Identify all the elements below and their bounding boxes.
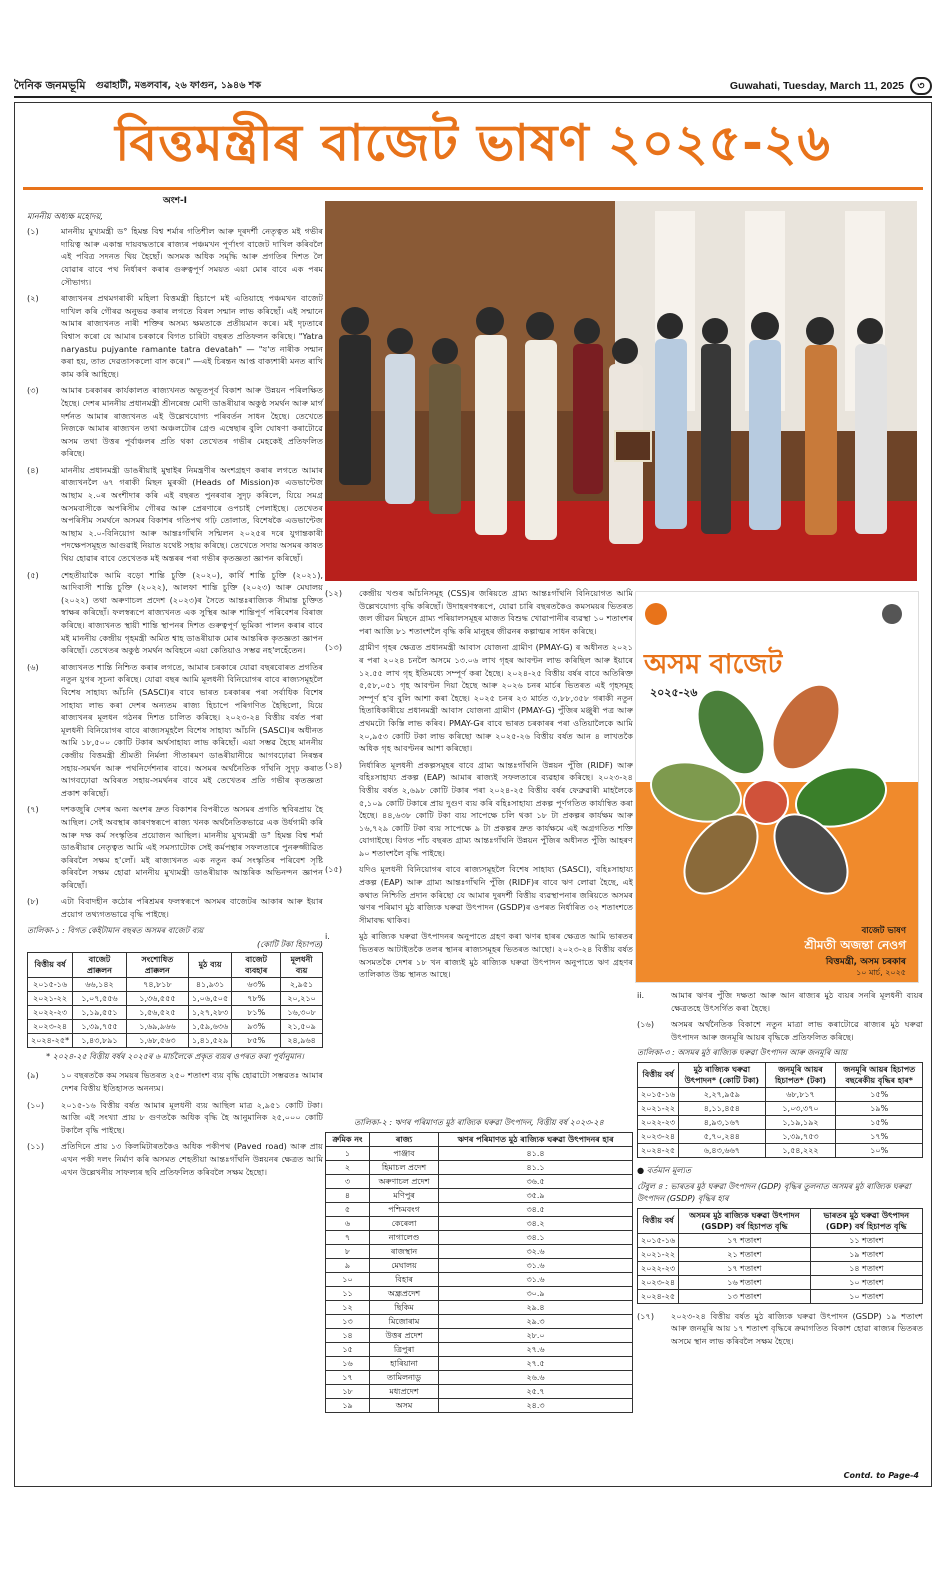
continued-note: Contd. to Page-4 (843, 1471, 919, 1480)
table-header-cell: ঋণৰ পৰিমাণত মুঠ ৰাজ্যিক ঘৰুৱা উৎপাদনৰ হাৰ (439, 1133, 633, 1147)
table-row (638, 1129, 923, 1143)
bullet-note-text: বৰ্তমান মূল্যত (646, 1164, 692, 1175)
paragraph (27, 292, 323, 380)
table-cell: ১০% (836, 1143, 923, 1157)
table-row (638, 1143, 923, 1157)
table2-body (326, 1147, 633, 1413)
table4-header-row (638, 1208, 923, 1233)
table2-block (325, 1115, 633, 1413)
paragraph-text: মাননীয় মুখ্যমন্ত্ৰী ড° হিমন্ত বিশ্ব শৰ্মাৰ গতিশীল আৰু দূৰদৰ্শী নেতৃত্বত মই গভীৰ দায়িত্ব আৰু একান্ত দায়বদ্ধতাৰে ৰাজ্যৰ পঞ্চমখন পূৰ্ণাংগ বাজেট দাখিল কৰিবলৈ এই পবিত্ৰ সদনত থিয় হৈছোঁ। অসমক অধিক সমৃদ্ধি আৰু প্ৰগতিৰ দিশত লৈ যোৱাৰ বাবে পথ নিৰ্ধাৰণ কৰাৰ গুৰুত্বপূৰ্ণ সময়ত এয়া মোৰ বাবে এক পৰম সৌভাগ্য। (61, 226, 323, 287)
table-cell: ২১,৫০৯ (281, 1019, 323, 1033)
column-1 (27, 195, 323, 1182)
paragraph-number: (৩) (27, 385, 39, 396)
salutation: মাননীয় অধ্যক্ষ মহোদয়, (27, 210, 103, 221)
paragraph (27, 661, 323, 800)
table-row (28, 1005, 323, 1019)
table-header-cell: বিত্তীয় বৰ্ষ (638, 1208, 679, 1233)
table-row (326, 1245, 633, 1259)
table-cell: ২৯.৩ (439, 1315, 633, 1329)
table-cell: ১৫ (326, 1343, 370, 1357)
paragraph (27, 384, 323, 460)
table-cell: ১৩ শতাংশ (679, 1289, 810, 1303)
table-cell: ৩৪.১ (439, 1231, 633, 1245)
table-cell: ১,০৭,৫৫৬ (73, 991, 127, 1005)
table-cell: ২০১৫-১৬ (28, 977, 73, 991)
table1-note: * ২০২৪-২৫ বিত্তীয় বৰ্ষৰ ২০২৫ৰ ৬ মাৰ্চলৈকে প্ৰকৃত ব্যয়ৰ ওপৰত কৰা পূৰ্বানুমান। (46, 1051, 304, 1061)
paragraph (325, 587, 633, 637)
table-cell: বিহাৰ (370, 1273, 439, 1287)
table-cell: ২ (326, 1161, 370, 1175)
table-cell: ২০২৩-২৪ (638, 1129, 679, 1143)
table-cell: ১১ (326, 1287, 370, 1301)
photo-illustration (325, 201, 917, 581)
table-header-cell: মূলধনী ব্যয় (281, 952, 323, 977)
table-cell: ২০২২-২৩ (638, 1261, 679, 1275)
table-header-cell: জনমূৰি আয়ৰ হিচাপত বছৰেকীয় বৃদ্ধিৰ হাৰ* (836, 1062, 923, 1087)
table-cell: ২০২৪-২৫ (638, 1289, 679, 1303)
table-header-cell: বাজেট প্ৰাক্কলন (73, 952, 127, 977)
table-row (638, 1115, 923, 1129)
table3 (637, 1062, 923, 1158)
table-row (638, 1289, 923, 1303)
table-cell: ৪ (326, 1189, 370, 1203)
table-cell: ৩ (326, 1175, 370, 1189)
paragraph-number: (৮) (27, 896, 39, 907)
table-cell: ২৫.৭ (439, 1385, 633, 1399)
column-2 (325, 587, 633, 985)
table4-caption: টেবুল ৪ : ভাৰতৰ মুঠ ঘৰুৱা উৎপাদন (GDP) বৃদ্ধিৰ তুলনাত অসমৰ মুঠ ৰাজ্যিক ঘৰুৱা উৎপাদন (GSDP) বৃদ্ধিৰ হাৰ (637, 1181, 911, 1204)
table-cell: পাঞ্জাব (370, 1147, 439, 1161)
paragraph (637, 1018, 923, 1043)
table-cell: ১৯% (836, 1101, 923, 1115)
table1 (27, 952, 323, 1048)
table-cell: নাগালেণ্ড (370, 1231, 439, 1245)
col3-paragraphs (637, 989, 923, 1043)
paragraph-text: এটা বিবাদহীন কঠোৰ পৰিশ্ৰমৰ ফলস্বৰূপে অসমৰ বাজেটৰ আকাৰ আৰু ইয়াৰ প্ৰয়োগ তথ্যগতভাৱে বৃদ্ধি পাইছে। (61, 896, 323, 920)
paragraph (27, 569, 323, 657)
table-row (326, 1217, 633, 1231)
table-cell: ১০ শতাংশ (810, 1275, 922, 1289)
table-cell: হিমাচল প্ৰদেশ (370, 1161, 439, 1175)
table-cell: ২০২৩-২৪ (638, 1275, 679, 1289)
table-cell: ১২ (326, 1301, 370, 1315)
table-cell: ৩২.৬ (439, 1245, 633, 1259)
table-row (326, 1231, 633, 1245)
table-row (638, 1101, 923, 1115)
table-cell: ১,২৭,২৮৩ (188, 1005, 231, 1019)
table-row (326, 1189, 633, 1203)
table-cell: ১,০৩,৩৭০ (765, 1101, 836, 1115)
paper-name: দৈনিক জনমভূমি (14, 78, 86, 92)
table-row (326, 1343, 633, 1357)
page-frame (14, 102, 932, 1487)
table-cell: ৩৬.৫ (439, 1175, 633, 1189)
masthead (14, 76, 932, 98)
table-row (326, 1273, 633, 1287)
table-row (638, 1247, 923, 1261)
table-cell: ২৯.৪ (439, 1301, 633, 1315)
paragraph-number: (১৬) (637, 1019, 655, 1030)
table-cell: অৰুণাচল প্ৰদেশ (370, 1175, 439, 1189)
table-cell: ৬৮,৮১৭ (765, 1087, 836, 1101)
table3-caption: তালিকা-৩ : অসমৰ মুঠ ৰাজ্যিক ঘৰুৱা উৎপাদন আৰু জনমূৰি আয় (637, 1048, 847, 1058)
paragraph-number: (৬) (27, 661, 39, 672)
table-header-cell: সংশোধিত প্ৰাক্কলন (126, 952, 188, 977)
table-cell: ৩১.৬ (439, 1273, 633, 1287)
table-row (326, 1287, 633, 1301)
table-cell: ১০ (326, 1273, 370, 1287)
table-cell: ১৭ শতাংশ (679, 1261, 810, 1275)
table-cell: ১,০৬,৫০৫ (188, 991, 231, 1005)
table-row (638, 1275, 923, 1289)
table-cell: ৬,৪৩,৬৬৭ (679, 1143, 765, 1157)
table-cell: ১,৫৪,২২২ (765, 1143, 836, 1157)
column-3 (637, 989, 923, 1352)
paragraph-text: আমাৰ ঋণৰ পুঁজি দক্ষতা আৰু আন ৰাজ্যৰ মুঠ ব্যয়ৰ সনৰি মূলধনী ব্যয়ৰ ক্ষেত্ৰতহে উৎসৰ্গিত কৰা হৈছে। (671, 990, 923, 1013)
paragraph-text: ৰাজ্যখনৰ প্ৰথমগৰাকী মহিলা বিত্তমন্ত্ৰী হিচাপে মই এতিয়াহে পঞ্চমখন বাজেট দাখিল কৰি গৌৰৱ অনুভৱ কৰাৰ লগতে বিৰল সন্মান লাভ কৰিছোঁ। এই সন্মানে আমাৰ ৰাজ্যখনত নাৰী শক্তিৰ অসম্য ক্ষমতাকে প্ৰতীয়মান কৰে। মই দৃঢ়তাৰে বিশ্বাস কৰো যে আমাৰ চৰকাৰে বিগত চাৰিটা বছৰত প্ৰতিফলন কৰিছে। "Yatra naryastu pujyante ramante tatra devatah" — "য'ত নাৰীক সন্মান কৰা হয়, তাত দেৱতাসকলো বাস কৰে।" —এই চিৰন্তন আপ্ত বাক্যশাৰী মনত ৰাখি কাম কৰি আহিছে। (61, 293, 323, 379)
table-cell: ৰাজস্থান (370, 1245, 439, 1259)
date-bengali: গুৱাহাটী, মঙলবাৰ, ২৬ ফাগুন, ১৯৪৬ শক (95, 79, 261, 91)
table2-caption: তালিকা-২ : ঋণৰ পৰিমাণত মুঠ ৰাজ্যিক ঘৰুৱা উৎপাদন, বিত্তীয় বৰ্ষ ২০২৩-২৪ (354, 1118, 604, 1127)
table-cell: ৭ (326, 1231, 370, 1245)
table-cell: ৯ (326, 1259, 370, 1273)
table-cell: ২১ শতাংশ (679, 1247, 810, 1261)
paragraph-number: (১৩) (325, 642, 343, 653)
paragraph (637, 989, 923, 1014)
table-cell: মধ্যপ্ৰদেশ (370, 1385, 439, 1399)
table-row (28, 991, 323, 1005)
table-row (28, 977, 323, 991)
table-cell: ১,৫৯,৬৩৬ (188, 1019, 231, 1033)
cover-title: অসম বাজেট (644, 649, 783, 680)
table-cell: ১,৬৮,৫৬৩ (126, 1033, 188, 1047)
table-cell: ২০২৩-২৪ (28, 1019, 73, 1033)
table-cell: ৩০.৯ (439, 1287, 633, 1301)
table2 (325, 1132, 633, 1413)
paragraph (27, 1099, 323, 1137)
headline: বিত্তমন্ত্ৰীৰ বাজেট ভাষণ ২০২৫-২৬ (115, 114, 831, 172)
table-cell: ২,২৭,৯৫৯ (679, 1087, 765, 1101)
table-cell: ২,৯৫১ (281, 977, 323, 991)
table-cell: উত্তৰ প্ৰদেশ (370, 1329, 439, 1343)
table-row (326, 1399, 633, 1413)
paragraph (27, 1069, 323, 1094)
table-cell: ১৭ শতাংশ (679, 1233, 810, 1247)
table-cell: ৭৮% (232, 991, 281, 1005)
cover-date: ১০ মাৰ্চ, ২০২৫ (856, 968, 906, 977)
table-cell: ২০২১-২২ (638, 1101, 679, 1115)
table4 (637, 1208, 923, 1304)
table-header-cell: মুঠ ৰাজ্যিক ঘৰুৱা উৎপাদন* (কোটি টকা) (679, 1062, 765, 1087)
table-row (326, 1357, 633, 1371)
page-number: ৩ (910, 77, 932, 95)
paragraph (325, 930, 633, 980)
table-header-cell: বাজেট ব্যবহাৰ (232, 952, 281, 977)
table-cell: ৪,৯৩,১৬৭ (679, 1115, 765, 1129)
paragraph-text: নিৰ্ধাৰিত মূলধনী প্ৰকল্পসমূহৰ বাবে গ্ৰাম্য আন্তঃগাঁথনি উন্নয়ন পুঁজি (RIDF) আৰু বহিঃসাহায্য প্ৰকল্প (EAP) আমাৰ ৰাজ্যই সফলতাৰে ব্যৱহাৰ কৰিছে। ২০২৩-২৪ বিত্তীয় বৰ্ষত ২,৬৯৮ কোটি টকাৰ পৰা ২০২৪-২৫ বিত্তীয় বৰ্ষৰ ফেব্ৰুৱাৰী মাহলৈকে ৫,১০৯ কোটি টকাৰে প্ৰায় দুগুণ ব্যয় কৰি বহিঃসাহায্য প্ৰকল্প পূৰ্ণগতিত কাৰ্যান্বিত কৰা হৈছে। ৪৪,৬৩৮ কোটি টকা ব্যয় সাপেক্ষে চলি থকা ১৮ টা প্ৰকল্পৰ কাৰ্যক্ষম আৰু ১৬,৭২৯ কোটি টকা ব্যয় সাপেক্ষে ৯ টা প্ৰকল্পৰ দ্ৰুত কাৰ্যক্ষমে এই অগ্ৰগতিত শক্তি যোগাইছে। বিগত পাঁচ বছৰত গ্ৰাম্য আন্তঃগাঁথনি উন্নয়ন পুঁজিৰ অধীনত পুঁজি আহৰণ ৯০ শতাংশলৈ বৃদ্ধি পাইছে। (359, 759, 633, 858)
paragraph-text: ১০ বছৰতকৈ কম সময়ৰ ভিতৰত ২৫০ শতাংশ ব্যয় বৃদ্ধি হোৱাটো সম্ভৱতঃ আমাৰ দেশৰ বিত্তীয় ইতিহাসত অনন্যম। (61, 1070, 323, 1094)
table-cell: ২০২১-২২ (28, 991, 73, 1005)
paragraph (27, 895, 323, 920)
paragraph-text: ৰাজ্যখনত শান্তি নিশ্চিত কৰাৰ লগতে, আমাৰ চৰকাৰে যোৱা বছৰবোৰত প্ৰগতিৰ নতুন যুগৰ সূচনা কৰিছে। যোৱা বছৰ আমি মূলধনী বিনিয়োগৰ বাবে ৰাজ্যসমূহলৈ বিশেষ সাহায্য আঁচনি (SASCI)ৰ বাবে ভাৰত চৰকাৰৰ পৰা সৰ্বাধিক বিশেষ সাহায্য লাভ কৰা দেশৰ অন্যতম ৰাজ্য হিচাপে পৰিগণিত হৈছিলো, যিয়ে ৰাজ্যখনৰ মূলধন গঠনৰ দিশত চালিত কৰিছে। ২০২৩-২৪ বিত্তীয় বৰ্ষত পৰা মূলধনী বিনিয়োগৰ বাবে ৰাজ্যসমূহলৈ বিশেষ সাহায্য আঁচনি (SASCI)ৰ অধীনত আমি ১৮,৫০০ কোটি টকাৰ অৰ্থসাহায্য লাভ কৰিছোঁ। এয়া সম্ভৱ হৈছে মাননীয় কেন্দ্ৰীয় বিত্তমন্ত্ৰী শ্ৰীমতী নিৰ্মলা সীতাৰমণ ডাঙৰীয়ানীয়ে আগবঢ়োৱা নিৰন্তৰ সহায়-সমৰ্থন আৰু পথনিৰ্দেশনাৰ বাবে। অসমৰ অৰ্থনৈতিক গাঁথনি সুদৃঢ় কৰাত আগবঢ়োৱা অবিৰত সহায়-সমৰ্থনৰ বাবে মই তেখেতৰ প্ৰতি গভীৰ কৃতজ্ঞতা প্ৰকাশ কৰিছোঁ। (61, 661, 323, 798)
cover-minister: শ্ৰীমতী অজন্তা নেওগ (804, 938, 906, 952)
table-cell: ২০২২-২৩ (638, 1115, 679, 1129)
paragraph (27, 464, 323, 565)
cover-role: বিত্তমন্ত্ৰী, অসম চৰকাৰ (825, 957, 906, 967)
table2-header-row (326, 1133, 633, 1147)
paragraph-text: আমাৰ চৰকাৰৰ কাৰ্যকালত ৰাজ্যখনত অভূতপূৰ্ব বিকাশ আৰু উন্নয়ন পৰিলক্ষিত হৈছে। দেশৰ মাননীয় প্ৰধানমন্ত্ৰী শ্ৰীনৰেন্দ্ৰ মোদী ডাঙৰীয়াৰ অকুণ্ঠ সমৰ্থন আৰু মাৰ্গ দৰ্শনত আমাৰ ৰাজ্যখনত এই উল্লেখযোগ্য পৰিবৰ্তন সাধন হৈছে। তেখেতে নিজকে আমাৰ ৰাজ্যখন তথা অঞ্চলটোৰ গ্ৰেণ্ড এম্বেছাৰ বুলি ঘোষণা কৰাটোৱে অসম তথা উত্তৰ পূৰ্বাঞ্চলৰ প্ৰতি থকা তেখেতৰ গভীৰ মেহকেই প্ৰতিফলিত কৰিছে। (61, 385, 323, 459)
table-cell: ৫,৭০,২৪৪ (679, 1129, 765, 1143)
table-cell: ৪১,৯৩১ (188, 977, 231, 991)
paragraph-text: ২০২৩-২৪ বিত্তীয় বৰ্ষত মুঠ ৰাজ্যিক ঘৰুৱা উৎপাদন (GSDP) ১৯ শতাংশ আৰু জনমূৰি আয় ১৭ শতাংশ বৃদ্ধিৰে ক্ৰমাগতিত বিকাশ হোৱা ৰাজ্যৰ ভিতৰত অসমে স্থান লাভ কৰিবলৈ সক্ষম হৈছে। (671, 1310, 923, 1346)
table-cell: ১,৩৬,৫৫৫ (126, 991, 188, 1005)
table-cell: ৪১.১ (439, 1161, 633, 1175)
section-head: অংশ-I (162, 196, 188, 206)
table-cell: ১৮ (326, 1385, 370, 1399)
table-row (326, 1301, 633, 1315)
table1-caption: তালিকা-১ : বিগত কেইটামান বছৰত অসমৰ বাজেট ব্যয় (27, 925, 204, 935)
paragraph-number: (১২) (325, 588, 343, 598)
table-cell: ৭৪,৮১৮ (126, 977, 188, 991)
bullet-note: ● বৰ্তমান মূল্যত (637, 1164, 692, 1175)
paragraph-text: মাননীয় প্ৰধানমন্ত্ৰী ডাঙৰীয়াই মুম্বাইৰ নিমন্ত্ৰণীৰ অংশগ্ৰহণ কৰাৰ লগতে আমাৰ ৰাজ্যখনলৈ ৬৭ গৰাকী মিছন মুৰব্বী (Heads of Mission)ক এডভান্টেজ আছাম ২.০ৰ অংশীদাৰ কৰি এই বছৰত পুনৰবাৰ সুদৃঢ় কৰিলে, যিয়ে সমগ্ৰ অসমবাসীকে অপৰিসীম গৌৰৱ আৰু প্ৰেৰণাৰে ওপচাই পেলাইছে। তেখেতৰ অপৰিসীম সমৰ্থনে অসমৰ বিকাশৰ গতিপথ গঢ়ি তোলাত, বিশেষকৈ এডভান্টেজ আছাম ২.০-বিনিয়োগ আৰু আন্তঃগাঁথনি সন্মিলন ২০২৫ৰ দৰে যুগান্তকাৰী পদক্ষেপসমূহত আগুৱাই নিয়াত যথেষ্ট সহায় কৰিছে। তেখেতে সদায় অসমৰ কাষত থিয় হোৱাৰ বাবে তেখেতক মই অন্তৰৰ পৰা গভীৰ কৃতজ্ঞতা জ্ঞাপন কৰিছোঁ। (61, 464, 323, 564)
budget-team-photo (325, 201, 917, 581)
table-cell: মণিপুৰ (370, 1189, 439, 1203)
headline-rule (23, 187, 923, 190)
table1-unit: (কোটি টকা হিচাপত) (257, 940, 323, 950)
table3-body (638, 1087, 923, 1157)
table-cell: ১৯ (326, 1399, 370, 1413)
table-cell: ২০২২-২৩ (28, 1005, 73, 1019)
table-cell: ৩১.৬ (439, 1259, 633, 1273)
table-cell: ৩৪.২ (439, 1217, 633, 1231)
table-cell: ২০২৪-২৫* (28, 1033, 73, 1047)
paragraph (27, 1140, 323, 1178)
table-cell: ৬ (326, 1217, 370, 1231)
table-cell: ২৮.০ (439, 1329, 633, 1343)
paragraph (27, 803, 323, 891)
table-cell: কেৰেলা (370, 1217, 439, 1231)
table-cell: ত্ৰিপুৰা (370, 1343, 439, 1357)
paragraph (325, 759, 633, 860)
paragraph-number: (৫) (27, 569, 39, 580)
table-cell: ৬৩% (232, 977, 281, 991)
table-row (638, 1087, 923, 1101)
paragraph-text: প্ৰতিদিনে প্ৰায় ১৩ কিলমিটাৰতকৈও অধিক পকীপথ (Paved road) আৰু প্ৰায় এখন পকী দলং নিৰ্মাণ কৰি অসমত শেহতীয়া আন্তঃগাঁথনি উন্নয়নৰ ক্ষেত্ৰত আমি এখন উল্লেখনীয় সাফল্যৰ ছবি প্ৰতিফলিত কৰিবলৈ সক্ষম হৈছো। (61, 1141, 323, 1177)
table-cell: ১৭ (326, 1371, 370, 1385)
table-cell: ৫ (326, 1203, 370, 1217)
table-cell: ২৪.৩ (439, 1399, 633, 1413)
table-header-cell: ভাৰতৰ মুঠ ঘৰুৱা উৎপাদন (GDP) বৰ্ষ হিচাপত বৃদ্ধি (810, 1208, 922, 1233)
col2-paragraphs (325, 587, 633, 981)
table-cell: ১,৪৩,৮৯১ (73, 1033, 127, 1047)
paragraph-number: (৪) (27, 464, 39, 475)
table-cell: ১,৩৯,৭৫৫ (73, 1019, 127, 1033)
table-cell: ১,৩৯,৭৫৩ (765, 1129, 836, 1143)
table-row (326, 1147, 633, 1161)
table-cell: ১,৬৯,৯৬৬ (126, 1019, 188, 1033)
table-cell: ১,৫৬,৫২৫ (126, 1005, 188, 1019)
date-english: Guwahati, Tuesday, March 11, 2025 (729, 80, 904, 92)
paragraph-text: শেহতীয়াকৈ আমি বড়ো শান্তি চুক্তি (২০২০), কাৰ্বি শান্তি চুক্তি (২০২১), আদিবাসী শান্তি চুক্তি (২০২২), আলফা শান্তি চুক্তি (২০২৩) আৰু মেঘালয় (২০২২) তথা অৰুণাচল প্ৰদেশ (২০২৩)ৰ সৈতে আন্তঃৰাজ্যিক সীমান্ত চুক্তিত স্বাক্ষৰ কৰিছোঁ। ফলস্বৰূপে ৰাজ্যখনত এক সুস্থিৰ আৰু শান্তিপূৰ্ণ পৰিবেশৰ বিৰাজ কৰিছে। ৰাজ্যখনত স্থায়ী শান্তি স্থাপনৰ দিশত গুৰুত্বপূৰ্ণ ভূমিকা পালন কৰাৰ বাবে মই মাননীয় কেন্দ্ৰীয় গৃহমন্ত্ৰী অমিত শ্বাহ ডাঙৰীয়াক মোৰ আন্তৰিক কৃতজ্ঞতা জ্ঞাপন কৰিছোঁ। তেখেতৰ অকুণ্ঠ সমৰ্থন অবিহনে এয়া কেতিয়াও সম্ভৱ নহ'লহেঁতেন। (61, 569, 323, 656)
table-cell: ১,১৯,১৯২ (765, 1115, 836, 1129)
table4-body (638, 1233, 923, 1303)
table-row (638, 1233, 923, 1247)
paragraph-number: (২) (27, 293, 39, 304)
table-cell: ২০২৪-২৫ (638, 1143, 679, 1157)
paragraph-text: ২০১৫-১৬ বিত্তীয় বৰ্ষত আমাৰ মূলধনী ব্যয় আছিল মাত্ৰ ২,৯৫১ কোটি টকা। আজি এই সংখ্যা প্ৰায় ৮ গুণতকৈ অধিক বৃদ্ধি হৈ আনুমানিক ২৫,০০০ কোটি টকালৈ বৃদ্ধি পাইছে। (61, 1099, 323, 1135)
paragraph (325, 641, 633, 754)
table-cell: ২০১৫-১৬ (638, 1087, 679, 1101)
paragraph (27, 225, 323, 288)
paragraph-number: (১৪) (325, 759, 343, 770)
table-cell: ৬৬,১৪২ (73, 977, 127, 991)
table-cell: ১৬ (326, 1357, 370, 1371)
table-cell: ৩৫.৯ (439, 1189, 633, 1203)
table-header-cell: মুঠ ব্যয় (188, 952, 231, 977)
table-cell: ৩৪.৫ (439, 1203, 633, 1217)
table-cell: পশ্চিমবংগ (370, 1203, 439, 1217)
table-cell: মিজোৰাম (370, 1315, 439, 1329)
table-cell: ১০ শতাংশ (810, 1289, 922, 1303)
table-cell: ২৭.৫ (439, 1357, 633, 1371)
table3-header-row (638, 1062, 923, 1087)
table-cell: মেঘালয় (370, 1259, 439, 1273)
table-cell: ১৩ (326, 1315, 370, 1329)
paragraph-text: কেন্দ্ৰীয় খণ্ডৰ আঁচনিসমূহ (CSS)ৰ জৰিয়তে গ্ৰাম্য আন্তঃগাঁথনি বিনিয়োগত আমি উল্লেখযোগ্য বৃদ্ধি কৰিছোঁ। উদাহৰণস্বৰূপে, যোৱা চাৰি বছৰতকৈও কমসময়ৰ ভিতৰত জল জীৱন মিছনে গ্ৰাম্য পৰিয়ালসমূহৰ মাজত বিশুদ্ধ খোৱাপানীৰ ব্যৱস্থা ১০ শতাংশৰ পৰা আজি ৮১ শতাংশলৈ বৃদ্ধি কৰি মানুহৰ জীৱনৰ কল্পাত্মৰ সাধন কৰিছে। (359, 588, 633, 636)
paragraph-number: i. (325, 931, 330, 942)
table-cell: ১৭% (836, 1129, 923, 1143)
table-row (326, 1385, 633, 1399)
table-cell: তামিলনাডু (370, 1371, 439, 1385)
table-row (638, 1261, 923, 1275)
table-header-cell: অসমৰ মুঠ ৰাজ্যিক ঘৰুৱা উৎপাদন (GSDP) বৰ্ষ হিচাপত বৃদ্ধি (679, 1208, 810, 1233)
table-cell: ৮৫% (232, 1033, 281, 1047)
table-cell: ১৪ (326, 1329, 370, 1343)
table-cell: ১৬,৩০৮ (281, 1005, 323, 1019)
table-cell: ১,১৯,৫৫১ (73, 1005, 127, 1019)
table-row (326, 1371, 633, 1385)
table-cell: ১ (326, 1147, 370, 1161)
table-header-cell: ৰাজ্য (370, 1133, 439, 1147)
paragraph-text: অসমৰ অৰ্থনৈতিক বিকাশে নতুন মাত্ৰা লাভ কৰাটোৱে ৰাজ্যৰ মুঠ ঘৰুৱা উৎপাদন আৰু জনমূৰি আয়ৰ বৃদ্ধিকে প্ৰতিফলিত কৰিছে। (671, 1019, 923, 1042)
table-header-cell: বিত্তীয় বৰ্ষ (638, 1062, 679, 1087)
table-row (326, 1161, 633, 1175)
table-row (326, 1175, 633, 1189)
table-cell: ২৬.৬ (439, 1371, 633, 1385)
table-cell: ১,৪১,৫২৯ (188, 1033, 231, 1047)
table-cell: ১৯ শতাংশ (810, 1247, 922, 1261)
table1-body (28, 977, 323, 1047)
paragraph-number: (১৫) (325, 864, 343, 875)
cover-speech: বাজেট ভাষণ (861, 926, 906, 936)
table-cell: ১৬ শতাংশ (679, 1275, 810, 1289)
table-cell: ১৫% (836, 1087, 923, 1101)
col3-paragraphs-after (637, 1310, 923, 1348)
paragraph-number: ii. (637, 990, 645, 1000)
paragraph-number: (৯) (27, 1070, 39, 1081)
table-row (326, 1203, 633, 1217)
table-cell: ১৫% (836, 1115, 923, 1129)
paragraph (637, 1310, 923, 1348)
table1-header-row (28, 952, 323, 977)
table-cell: ৯৩% (232, 1019, 281, 1033)
paragraph (325, 863, 633, 926)
table-cell: ১১ শতাংশ (810, 1233, 922, 1247)
table-cell: ২০২১-২২ (638, 1247, 679, 1261)
table-row (28, 1033, 323, 1047)
emblem-icon (882, 604, 902, 624)
table-cell: ছিকিম (370, 1301, 439, 1315)
paragraph-text: মুঠ ৰাজ্যিক ঘৰুৱা উৎপাদনৰ অনুপাতে গ্ৰহণ কৰা ঋণৰ হাৰৰ ক্ষেত্ৰত আমি ভাৰতৰ ভিতৰত আটাইতকৈ তলৰ স্থানৰ ৰাজ্যসমূহৰ ভিতৰত আছো। ২০২৩-২৪ বিত্তীয় বৰ্ষত অসমতকৈ দেশৰ ১৮ খন ৰাজ্যই মুঠ ৰাজ্যিক ঘৰুৱা উৎপাদন অনুপাতে ঋণ গ্ৰহণৰ তালিকাত উচ্চ স্থানত আছে। (359, 931, 633, 980)
table-cell: ২৭.৬ (439, 1343, 633, 1357)
col1-paragraphs (27, 225, 323, 920)
paragraph-text: যদিও মূলধনী বিনিয়োগৰ বাবে ৰাজ্যসমূহলৈ বিশেষ সাহায্য (SASCI), বহিঃসাহায্য প্ৰকল্প (EAP) আৰু গ্ৰাম্য আন্তঃগাঁথনি পুঁজি (RIDF)ৰ বাবে ঋণ লোৱা হৈছে, এই কথাত নিশ্চিতি প্ৰদান কৰিছো যে আমাৰ দুৰদৰ্শী বিত্তীয় ব্যৱস্থাপনাৰ জৰিয়তে অসমৰ ঋণৰ পৰিমাণ মুঠ ৰাজ্যিক ঘৰুৱা উৎপাদন (GSDP)ৰ ওপৰত নিৰ্ধাৰিত ৩২ শতাংশতে সীমাবদ্ধ থাকিব। (359, 864, 633, 925)
table-header-cell: বিত্তীয় বৰ্ষ (28, 952, 73, 977)
table-cell: অসম (370, 1399, 439, 1413)
table-cell: ১৪ শতাংশ (810, 1261, 922, 1275)
table-cell: ৮১% (232, 1005, 281, 1019)
assam-logo-icon (645, 603, 667, 625)
paragraph-text: গ্ৰামীণ গৃহৰ ক্ষেত্ৰত প্ৰধানমন্ত্ৰী আবাস যোজনা গ্ৰামীণ (PMAY-G) ৰ অধীনত ২০২১ ৰ পৰা ২০২৪ চনলৈ অসমে ১৩.০৬ লাখ গৃহৰ আবণ্টন লাভ কৰিছিল আৰু ইয়াৰে ১২.৫৫ লাখ গৃহ ইতিমধ্যে সম্পূৰ্ণ কৰা হৈছে। ২০২৪-২৫ বিত্তীয় বৰ্ষৰ বাবে অতিৰিক্ত ৫,৫৮,০৫১ গৃহ আবণ্টন দিয়া হৈছে আৰু ২০২৬ চনৰ মাৰ্চৰ ভিতৰত এই গৃহসমূহ সম্পূৰ্ণ হ'ব বুলি আশা কৰা হৈছে। ২০২৫ চনৰ ২৩ মাৰ্চত ৩,৮৮,৩৫৮ গৰাকী নতুন হিতাধিকাৰীয়ে প্ৰধানমন্ত্ৰী আবাস যোজনা গ্ৰামীণ (PMAY-G) পুঁজিৰ মঞ্জুৰী পত্ৰ আৰু প্ৰথমটো কিস্তি লাভ কৰিব। PMAY-Gৰ বাবে ভাৰত চৰকাৰৰ পৰা ওতিয়ালৈকে আমি ২০,৯৫৩ কোটি টকা লাভ কৰিছো আৰু ২০২৫-২৬ বিত্তীয় বৰ্ষত আন ৪ লাখতকৈ অধিক গৃহ আবণ্টনৰ আশা কৰিছো। (359, 642, 633, 754)
col1-paragraphs-after (27, 1069, 323, 1178)
paragraph-number: (৭) (27, 804, 39, 815)
table-cell: ২০১৫-১৬ (638, 1233, 679, 1247)
paragraph-number: (১) (27, 226, 39, 237)
table-cell: হাৰিয়ানা (370, 1357, 439, 1371)
budget-cover (635, 591, 919, 983)
table-cell: ৪১.৪ (439, 1147, 633, 1161)
table-row (326, 1315, 633, 1329)
paragraph-number: (১০) (27, 1099, 45, 1110)
table-cell: অন্ধ্ৰপ্ৰদেশ (370, 1287, 439, 1301)
table-cell: ২০,২১০ (281, 991, 323, 1005)
table-cell: ৪,১১,৪৫৪ (679, 1101, 765, 1115)
cover-year: ২০২৫-২৬ (650, 686, 698, 699)
table-row (326, 1329, 633, 1343)
paragraph-number: (১৭) (637, 1310, 655, 1321)
table-header-cell: ক্ৰমিক নং (326, 1133, 370, 1147)
table-cell: ২৪,৯৬৪ (281, 1033, 323, 1047)
table-cell: ৮ (326, 1245, 370, 1259)
paragraph-number: (১১) (27, 1141, 45, 1152)
table-header-cell: জনমূৰি আয়ৰ হিচাপত* (টকা) (765, 1062, 836, 1087)
table-row (326, 1259, 633, 1273)
paragraph-text: দশকজুৰি দেশৰ অন্য অংশৰ দ্ৰুত বিকাশৰ বিপৰীতে অসমৰ প্ৰগতি স্থবিৰপ্ৰায় হৈ আছিল। সেই অবস্থাৰ কাৰণস্বৰূপে ৰাজ্য খনক অৰ্থনৈতিকভাৱে এক উৰ্ধগামী কৰি আৰু দক্ষ কৰ্ম সংস্কৃতিৰ প্ৰয়োজন আছিল। মাননীয় মুখ্যমন্ত্ৰী ড° হিমন্ত বিশ্ব শৰ্মা ডাঙৰীয়াৰ নেতৃত্বত আমি এই সমস্যাটোক সেই কৰ্মপন্থাৰ সফলতাৰে পুনৰুজ্জীৱিত কৰিবলৈ সক্ষম হ'লোঁ। মই ৰাজ্যখনত এক নতুন কৰ্ম সংস্কৃতিৰ পৰিবেশ সৃষ্টি কৰিবলৈ সক্ষম হোৱা মাননীয় মুখ্যমন্ত্ৰী ডাঙৰীয়াক আন্তৰিক অভিনন্দন জ্ঞাপন কৰিছোঁ। (61, 804, 323, 890)
table-row (28, 1019, 323, 1033)
